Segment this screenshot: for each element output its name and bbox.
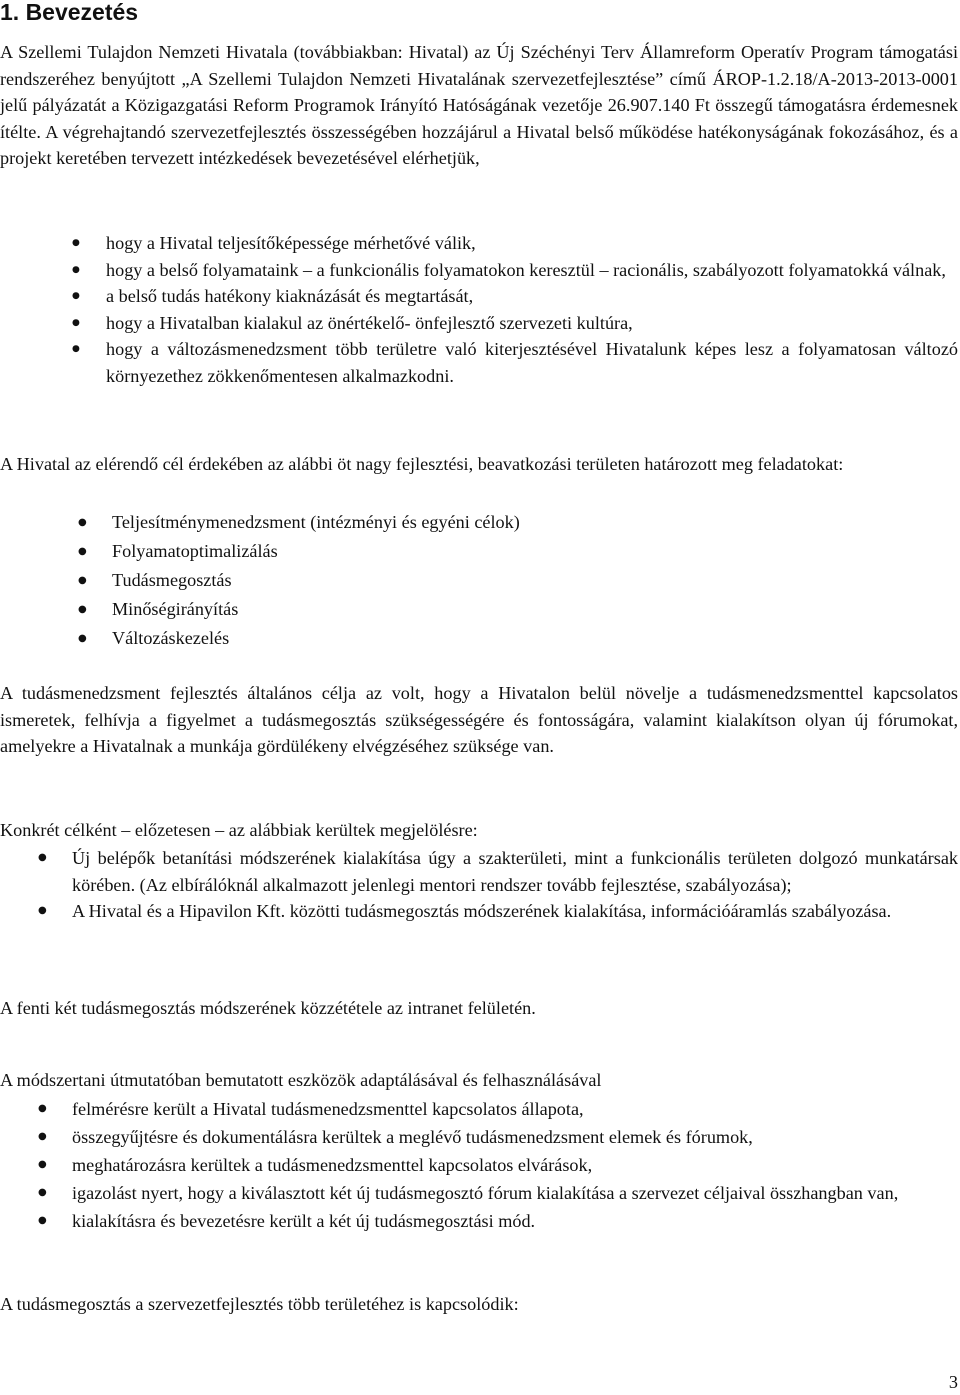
bullet-icon: ● [72,344,80,355]
bullet-icon: ● [72,291,80,302]
area-item: ● Folyamatoptimalizálás [112,537,958,566]
bullet-icon: ● [72,317,80,328]
areas-intro-paragraph: A Hivatal az elérendő cél érdekében az alábbi öt nagy fejlesztési, beavatkozási területen határozott meg feladatokat: [0,454,844,474]
bullet-icon: ● [78,604,87,615]
intro-paragraph: A Szellemi Tulajdon Nemzeti Hivatala (továbbiakban: Hivatal) az Új Széchényi Terv Államreform Operatív Program támogatási rendszeréhez benyújtott „A Szellemi Tulajdon Nemzeti Hivatalának szervezetfejlesztése” című ÁROP-1.2.18/A-2013-2013-0001 jelű pályázatát a Közigazgatási Reform Programok Irányító Hatóságának vezetője 26.907.140 Ft összegű támogatásra érdemesnek ítélte. A végrehajtandó szervezetfejlesztés összességében hozzájárul a Hivatal belső működése hatékonyságának fokozásához, és a projekt keretében tervezett intézkedések bevezetésével elérhetjük, [0,42,958,169]
targets-list [38,845,958,925]
bullet-icon: ● [38,852,47,863]
bullet-icon: ● [38,1187,47,1198]
method-item: ● összegyűjtésre és dokumentálásra kerültek a meglévő tudásmenedzsment elemek és fórumok, [72,1123,958,1151]
bullet-icon: ● [78,633,87,644]
benefit-item: ● hogy a Hivatalban kialakul az önértékelő- önfejlesztő szervezeti kultúra, [106,310,958,337]
bullet-icon: ● [38,1131,47,1142]
benefit-item: ● hogy a Hivatal teljesítőképessége mérhetővé válik, [106,230,958,257]
target-item: ● Új belépők betanítási módszerének kialakítása úgy a szakterületi, mint a funkcionális területen dolgozó munkatársak körében. (Az elbírálóknál alkalmazott jelenlegi mentori rendszer tovább fejlesztése, szabályozása); [72,845,958,898]
page-number: 3 [948,1372,958,1392]
method-item: ● igazolást nyert, hogy a kiválasztott két új tudásmegosztó fórum kialakítása a szervezet céljaival összhangban van, [72,1179,958,1207]
bullet-icon: ● [38,1159,47,1170]
method-item: ● meghatározásra kerültek a tudásmenedzsmenttel kapcsolatos elvárások, [72,1151,958,1179]
bullet-icon: ● [78,546,87,557]
area-item: ● Teljesítménymenedzsment (intézményi és egyéni célok) [112,508,958,537]
targets-intro-paragraph: Konkrét célként – előzetesen – az alábbiak kerültek megjelölésre: [0,820,478,840]
closing-paragraph: A tudásmegosztás a szervezetfejlesztés több területéhez is kapcsolódik: [0,1294,519,1314]
km-goal-paragraph: A tudásmenedzsment fejlesztés általános célja az volt, hogy a Hivatalon belül növelje a tudásmenedzsmenttel kapcsolatos ismeretek, felhívja a figyelmet a tudásmegosztás szükségességére és fontosságára, valamint kialakítson olyan új fórumokat, amelyekre a Hivatalnak a munkája gördülékeny elvégzéséhez szüksége van. [0,683,958,757]
area-item: ● Változáskezelés [112,624,958,653]
benefit-item: ● a belső tudás hatékony kiaknázását és megtartását, [106,283,958,310]
benefit-item: ● hogy a belső folyamataink – a funkcionális folyamatokon keresztül – racionális, szabályozott folyamatokká válnak, [106,257,958,284]
target-item: ● A Hivatal és a Hipavilon Kft. közötti tudásmegosztás módszerének kialakítása, információáramlás szabályozása. [72,898,958,925]
area-item: ● Tudásmegosztás [112,566,958,595]
bullet-icon: ● [38,1215,47,1226]
benefits-list [72,230,958,390]
bullet-icon: ● [78,517,87,528]
method-intro-paragraph: A módszertani útmutatóban bemutatott eszközök adaptálásával és felhasználásával [0,1070,602,1090]
bullet-icon: ● [38,905,47,917]
bullet-icon: ● [38,1103,47,1114]
section-heading: 1. Bevezetés [0,0,139,25]
method-item: ● felmérésre került a Hivatal tudásmenedzsmenttel kapcsolatos állapota, [72,1095,958,1123]
benefit-item: ● hogy a változásmenedzsment több területre való kiterjesztésével Hivatalunk képes lesz a folyamatosan változó környezethez zökkenőmentesen alkalmazkodni. [106,336,958,389]
method-list [38,1095,958,1235]
intranet-paragraph: A fenti két tudásmegosztás módszerének közzététele az intranet felületén. [0,998,536,1018]
bullet-icon: ● [78,575,87,586]
area-item: ● Minőségirányítás [112,595,958,624]
areas-list [78,508,958,653]
bullet-icon: ● [72,238,80,248]
bullet-icon: ● [72,264,80,275]
method-item: ● kialakításra és bevezetésre került a két új tudásmegosztási mód. [72,1207,958,1235]
